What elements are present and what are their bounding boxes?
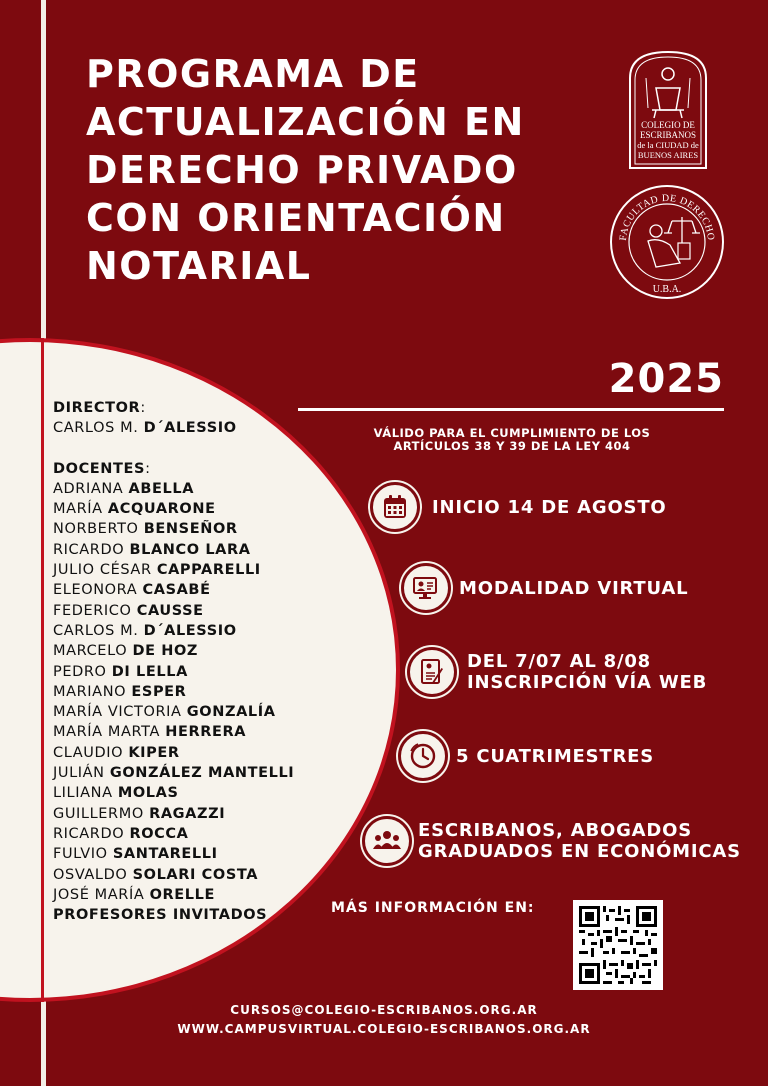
more-info-label: MÁS INFORMACIÓN EN: (331, 900, 535, 916)
docentes-heading: DOCENTES: (53, 460, 151, 477)
svg-text:COLEGIO DE: COLEGIO DE (641, 120, 695, 130)
svg-text:FACULTAD DE DERECHO: FACULTAD DE DERECHO (617, 192, 717, 242)
colegio-escribanos-logo (626, 48, 710, 172)
svg-text:BUENOS AIRES: BUENOS AIRES (637, 150, 699, 160)
page-title (86, 50, 606, 290)
teachers-list (53, 398, 294, 925)
list-item: FULVIO SANTARELLI (53, 846, 218, 863)
panel-rule (41, 338, 44, 1002)
form-icon (407, 647, 457, 697)
title-line: PROGRAMA DE (86, 52, 420, 96)
title-line: DERECHO PRIVADO (86, 148, 518, 192)
director-name: CARLOS M. D´ALESSIO (53, 420, 237, 437)
list-item: LILIANA MOLAS (53, 785, 179, 802)
duration: 5 CUATRIMESTRES (456, 745, 655, 767)
list-item: MARÍA ACQUARONE (53, 501, 216, 518)
list-item: OSVALDO SOLARI COSTA (53, 866, 259, 883)
title-line: NOTARIAL (86, 244, 312, 288)
divider (298, 408, 724, 411)
list-item: CARLOS M. D´ALESSIO (53, 622, 237, 639)
audience-item (362, 816, 741, 866)
audience: ESCRIBANOS, ABOGADOS GRADUADOS EN ECONÓMICAS (418, 820, 741, 862)
enrollment-item (407, 647, 707, 697)
list-item: PEDRO DI LELLA (53, 663, 188, 680)
invited-professors: PROFESORES INVITADOS (53, 907, 268, 924)
list-item: JOSÉ MARÍA ORELLE (53, 886, 215, 903)
list-item: JULIÁN GONZÁLEZ MANTELLI (53, 765, 295, 782)
list-item: RICARDO ROCCA (53, 825, 189, 842)
validity-note: VÁLIDO PARA EL CUMPLIMIENTO DE LOS ARTÍCULOS 38 Y 39 DE LA LEY 404 (373, 426, 651, 453)
list-item: GUILLERMO RAGAZZI (53, 805, 226, 822)
list-item: CLAUDIO KIPER (53, 744, 180, 761)
title-line: CON ORIENTACIÓN (86, 196, 506, 240)
duration-item (398, 731, 654, 781)
list-item: JULIO CÉSAR CAPPARELLI (53, 562, 261, 579)
group-icon (362, 816, 412, 866)
list-item: MARÍA VICTORIA GONZALÍA (53, 704, 276, 721)
list-item: NORBERTO BENSEÑOR (53, 521, 238, 538)
list-item: MARIANO ESPER (53, 683, 187, 700)
year: 2025 (608, 356, 724, 402)
campus-url[interactable]: WWW.CAMPUSVIRTUAL.COLEGIO-ESCRIBANOS.ORG.AR (177, 1022, 591, 1036)
director-heading: DIRECTOR: (53, 400, 146, 416)
qr-code-icon[interactable] (573, 900, 663, 990)
svg-text:de la CIUDAD de: de la CIUDAD de (637, 140, 699, 150)
svg-text:U.B.A.: U.B.A. (652, 284, 682, 295)
virtual-class-icon (401, 563, 451, 613)
svg-text:ESCRIBANOS: ESCRIBANOS (639, 130, 697, 140)
calendar-icon (370, 482, 420, 532)
list-item: ELEONORA CASABÉ (53, 582, 211, 599)
list-item: MARÍA MARTA HERRERA (53, 724, 247, 741)
start-date-item (370, 482, 667, 532)
clock-icon (398, 731, 448, 781)
contact-email[interactable]: CURSOS@COLEGIO-ESCRIBANOS.ORG.AR (230, 1003, 538, 1017)
facultad-derecho-logo (608, 183, 726, 301)
list-item: RICARDO BLANCO LARA (53, 541, 251, 558)
list-item: FEDERICO CAUSSE (53, 602, 204, 619)
list-item: ADRIANA ABELLA (53, 480, 195, 497)
modality-item (401, 563, 688, 613)
enrollment: DEL 7/07 AL 8/08 INSCRIPCIÓN VÍA WEB (467, 651, 708, 693)
modality: MODALIDAD VIRTUAL (459, 577, 689, 599)
title-line: ACTUALIZACIÓN EN (86, 100, 525, 144)
start-date: INICIO 14 DE AGOSTO (432, 496, 667, 518)
list-item: MARCELO DE HOZ (53, 643, 199, 660)
